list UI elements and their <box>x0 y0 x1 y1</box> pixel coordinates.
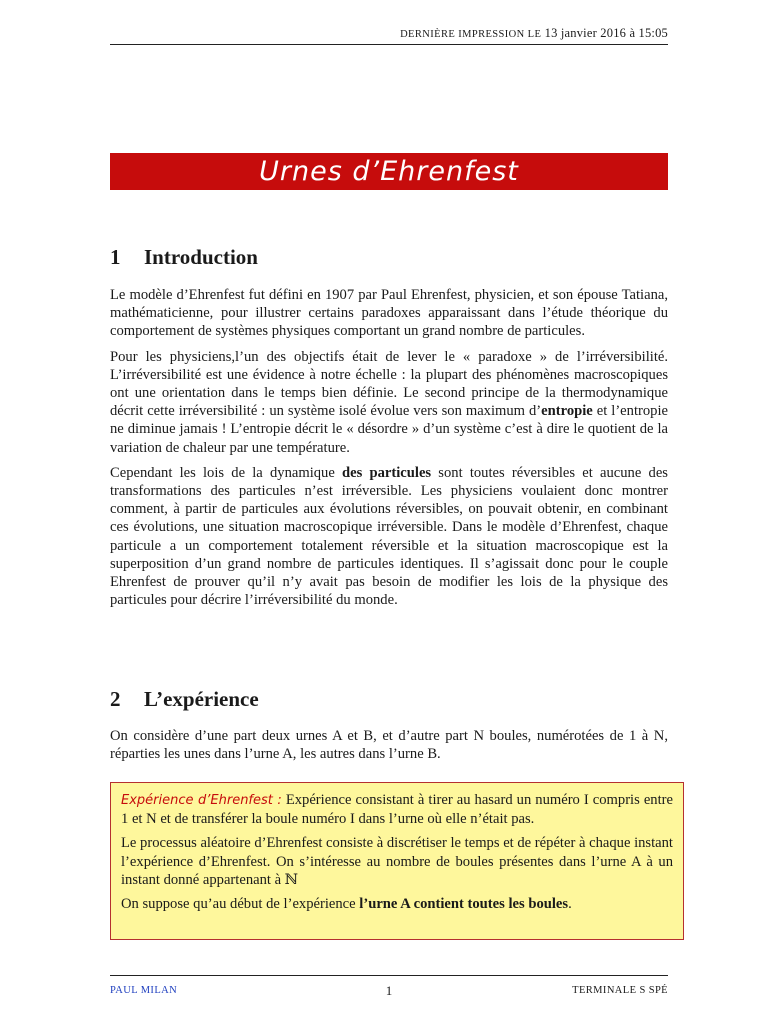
intro-p3-text-b: sont toutes réversibles et aucune des transformations des particules n’est irréversible. Les physiciens voulaient donc montrer comment, à partir de particules aux évolutions réversibles, on pouvait obtenir, en combinant ces évolutions, une situation macroscopique irréversible. Dans le modèle d’Ehrenfest, chaque particule a un comportement totalement réversible et la situation macroscopique est la superposition d’un grand nombre de particules identiques. Il s’agissait donc pour le couple Ehrenfest de prouver qu’il n’y avait pas besoin de modifier les lois de la physique des particules pour décrire l’irréversibilité du monde. <box>110 464 668 609</box>
intro-paragraph-2 <box>110 348 668 457</box>
page-number: 1 <box>385 983 393 998</box>
print-sep: à <box>629 26 636 40</box>
header-rule <box>110 44 668 45</box>
document-title: Urnes d’Ehrenfest <box>259 156 519 187</box>
experience-body <box>110 727 668 770</box>
introduction-body <box>110 286 668 616</box>
box-paragraph-3 <box>121 895 673 913</box>
title-banner <box>110 153 668 190</box>
box-paragraph-1 <box>121 791 673 828</box>
intro-p3-text-a: Cependant les lois de la dynamique <box>110 464 343 481</box>
footer-author: PAUL MILAN <box>110 985 178 996</box>
experience-paragraph-1: On considère d’une part deux urnes A et B, et d’autre part N boules, numérotées de 1 à N, réparties les unes dans l’urne A, les autres dans l’urne B. <box>110 728 668 763</box>
section-number: 1 <box>110 245 121 269</box>
print-date: 13 janvier 2016 <box>544 26 627 40</box>
definition-lead: Expérience d’Ehrenfest : <box>121 793 282 808</box>
box-p3-bold: l’urne A contient toutes les boules <box>359 896 569 913</box>
section-heading-introduction <box>110 245 258 270</box>
intro-p2-text-b: et l’entropie ne diminue jamais ! L’entropie décrit le « désordre » d’un système c’est à dire le quotient de la variation de chaleur par une température. <box>110 403 668 456</box>
definition-box <box>110 782 684 940</box>
section-number: 2 <box>110 687 121 711</box>
section-title: Introduction <box>144 245 258 269</box>
intro-p2-text-a: Pour les physiciens,l’un des objectifs était de lever le « paradoxe » de l’irréversibilité. L’irréversibilité est une évidence à notre échelle : la plupart des phénomènes macroscopiques ont une orientation dans le temps bien définie. Le second principe de la thermodynamique décrit cette irréversibilité : un système isolé évolue vers son maximum d’ <box>110 348 668 420</box>
section-title: L’expérience <box>144 687 259 711</box>
print-label: DERNIÈRE IMPRESSION LE <box>400 29 542 40</box>
footer-course: TERMINALE S SPÉ <box>572 985 668 996</box>
box-paragraph-2: Le processus aléatoire d’Ehrenfest consiste à discrétiser le temps et de répéter à chaque instant l’expérience d’Ehrenfest. On s’intéresse au nombre de boules présentes dans l’urne A à un instant donné appartenant à ℕ <box>121 835 673 888</box>
running-header <box>110 26 668 41</box>
print-time: 15:05 <box>638 26 668 40</box>
intro-paragraph-3 <box>110 464 668 610</box>
intro-p3-bold: des particules <box>342 464 432 481</box>
section-heading-experience <box>110 687 259 712</box>
box-p3-text-a: On suppose qu’au début de l’expérience <box>121 896 360 913</box>
box-p3-text-b: . <box>568 896 572 913</box>
footer-rule <box>110 975 668 976</box>
intro-paragraph-1: Le modèle d’Ehrenfest fut défini en 1907 par Paul Ehrenfest, physicien, et son épouse Tatiana, mathématicienne, pour illustrer certains paradoxes apparaissant dans l’étude théorique du comportement de systèmes physiques comportant un grand nombre de particules. <box>110 287 668 340</box>
intro-p2-bold: entropie <box>541 403 593 420</box>
box-p1-text: Expérience consistant à tirer au hasard un numéro I compris entre 1 et N et de transférer la boule numéro I dans l’urne où elle n’était pas. <box>121 792 673 828</box>
